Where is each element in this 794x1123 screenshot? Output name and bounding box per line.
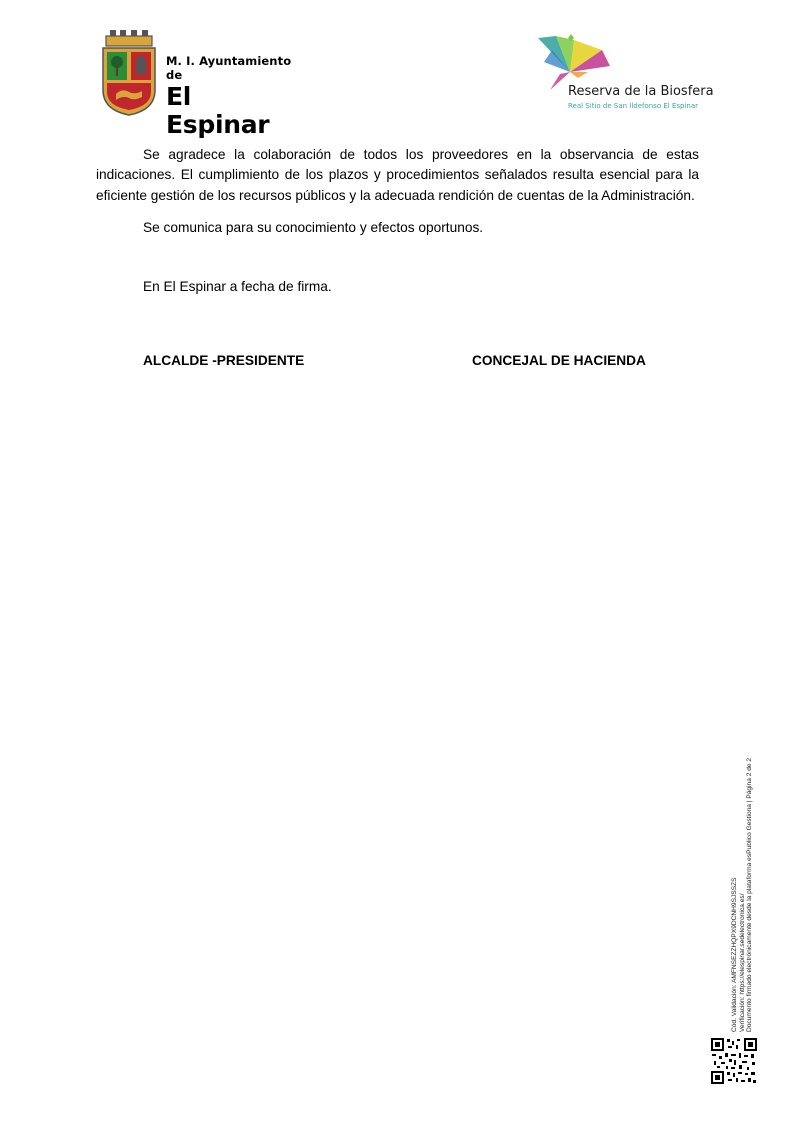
paragraph-notice: Se comunica para su conocimiento y efectos oportunos.	[143, 219, 484, 235]
town-title: El Espinar	[166, 82, 270, 139]
letter-body	[96, 145, 699, 297]
biosphere-title: Reserva de la Biosfera	[568, 84, 714, 99]
town-title-prefix: M. I. Ayuntamiento de	[166, 54, 292, 82]
verification-link[interactable]: Verificación: https://elespinar.sedelectronica.es/	[738, 893, 746, 1032]
biosphere-logo	[530, 32, 714, 112]
verification-footer	[731, 722, 761, 1032]
paragraph-place-date: En El Espinar a fecha de firma.	[143, 279, 332, 295]
qr-code-icon[interactable]	[711, 1038, 757, 1084]
paragraph-thanks: Se agradece la colaboración de todos los proveedores en la observancia de estas indicaciones. El cumplimiento de los plazos y procedimientos señalados resulta esencial para la eficiente gestión de los recursos públicos y la adecuada rendición de cuentas de la Administración.	[96, 147, 699, 203]
signature-treasury: CONCEJAL DE HACIENDA	[472, 353, 646, 368]
biosphere-subtitle: Real Sitio de San Ildefonso El Espinar	[568, 102, 699, 110]
municipal-logo	[100, 30, 300, 139]
coat-of-arms-icon	[100, 30, 158, 116]
signature-notice: Documento firmado electrónicamente desde la plataforma esPublico Gestiona | Página 2 de 2	[746, 757, 754, 1032]
validation-code: Cód. Validación: AMFNSEZZHQPX9DCNH9SJSSZS	[731, 877, 738, 1032]
signature-mayor: ALCALDE -PRESIDENTE	[143, 353, 305, 368]
